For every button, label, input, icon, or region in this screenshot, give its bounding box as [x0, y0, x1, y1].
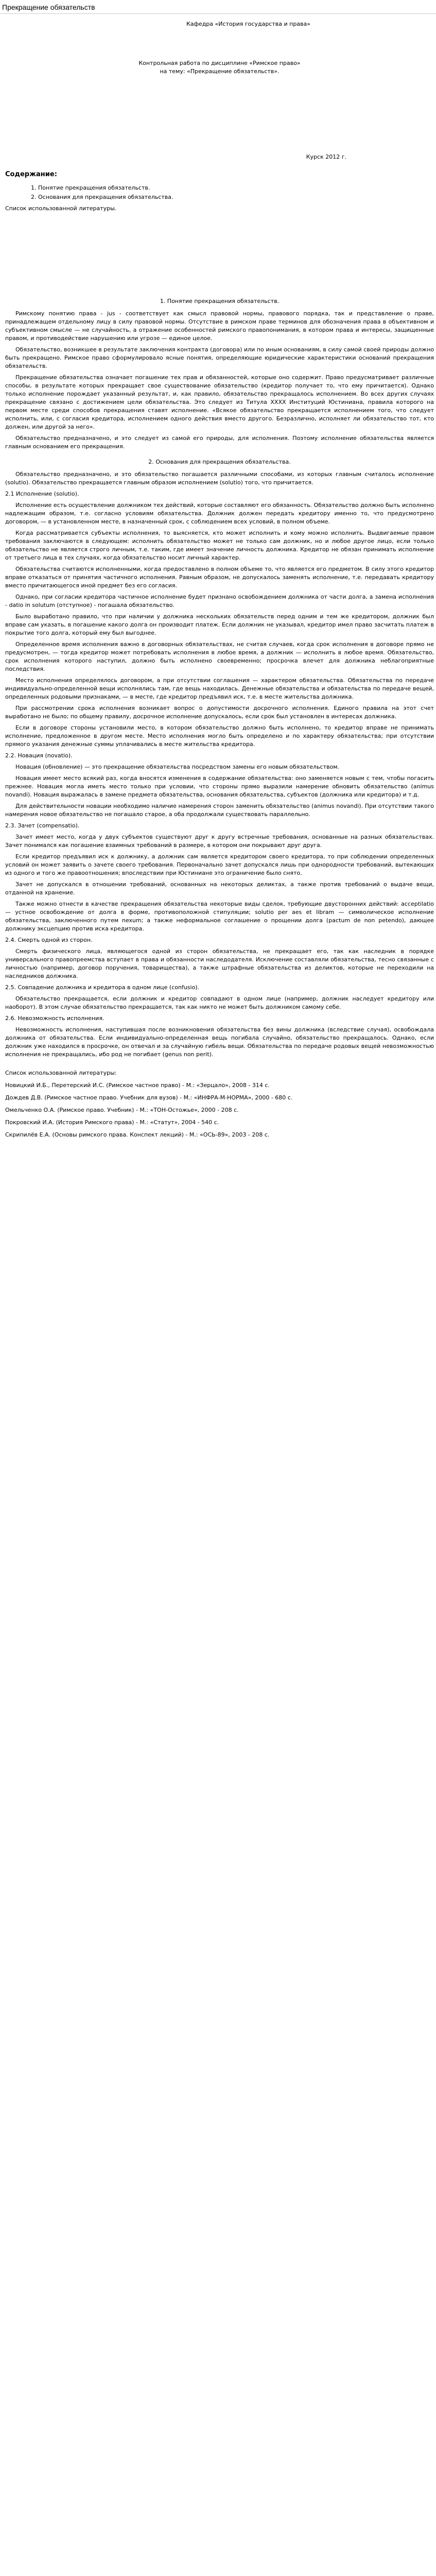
paragraph: Обязательство предназначено, и это следует из самой его природы, для исполнения. Поэтому исполнение обязательства является главным основанием его прекращения. — [5, 435, 434, 450]
paragraph: Место исполнения определялось договором, а при отсутствии соглашения — характером обязательства. Обязательства по передаче индивидуально-определенной вещи исполнялись там, где вещь находилась. Денежные обязательства и обязательства по передаче вещей, определенных родовыми признаками, — в месте, где кредитор предъявил иск, т.е. в месте жительства должника. — [5, 677, 434, 700]
contents-heading: Содержание: — [5, 171, 57, 178]
paragraph: Зачет не допускался в отношении требований, основанных на некоторых деликтах, а также против требований о выдаче вещи, отданной на хранение. — [5, 881, 434, 896]
section2-title: 2. Основания для прекращения обязательства. — [148, 459, 291, 465]
paragraph: Смерть физического лица, являющегося одной из сторон обязательства, не прекращает его, так как наследник в порядке универсального правопреемства вступает в права и обязанности наследодателя. Исключение составляли обязательства, тесно связанные с личностью (например, договор поручения, товарищества), а также штрафные обязательства из деликтов, которые не переходили на наследников должника. — [5, 948, 434, 979]
subheading: 2.2. Новация (novatio). — [5, 752, 73, 759]
reference-item: Новицкий И.Б., Перетерский И.С. (Римское частное право) - М.: «Зерцало», 2008 - 314 с. — [5, 1082, 270, 1089]
work-line-1: Контрольная работа по дисциплине «Римское право» — [138, 60, 301, 66]
page-title: Прекращение обязательств — [0, 0, 436, 14]
paragraph: Исполнение есть осуществление должником тех действий, которые составляют его обязанность. Обязательство должно быть исполнено надлежащим образом, т.е. согласно условиям обязательства. Должник должен передать кредитору именно то, что предусмотрено договором, — в установленном месте, в назначенный срок, с соблюдением всех условий, в полном объеме. — [5, 502, 434, 525]
reference-item: Покровский И.А. (История Римского права) - М.: «Статут», 2004 - 540 с. — [5, 1119, 219, 1126]
work-line-2: на тему: «Прекращение обязательств». — [160, 68, 280, 75]
section2-body — [5, 470, 434, 1059]
reference-item: Скрипилёв Е.А. (Основы римского права. Конспект лекций) - М.: «ОСЬ-89», 2003 - 208 с. — [5, 1131, 270, 1138]
paragraph: Римскому понятию права - jus - соответствует как смысл правовой нормы, правового порядка, так и представление о праве, принадлежащем отдельному лицу в силу правовой нормы. Отсутствие в римском праве терминов для обозначения права в объективном и субъективном смысле — не случайность, а отражение особенностей римского правопонимания, в котором права и интересы, защищенные правом, и противодействие нарушению или угрозе — единое целое. — [5, 310, 434, 342]
subheading: 2.6. Невозможность исполнения. — [5, 1015, 104, 1022]
paragraph: Если кредитор предъявил иск к должнику, а должник сам является кредитором своего кредитора, то при соблюдении определенных условий он может заявить о зачете своего требования. Первоначально зачет допускался лишь при однородности требований, вытекающих из одного и того же правоотношения; впоследствии при Юстиниане это ограничение было снято. — [5, 853, 434, 876]
section1-body — [5, 310, 434, 451]
paragraph: Невозможность исполнения, наступившая после возникновения обязательства без вины должника (вследствие случая), освобождала должника от обязательства. Если индивидуально-определенная вещь погибала случайно, обязательство прекращалось. Однако, если должник уже находился в просрочке, он отвечал и за случайную гибель вещи. Обязательства по передаче родовых вещей невозможностью исполнения не прекращались, ибо род не погибает (genus non perit). — [5, 1026, 434, 1058]
contents-item: 2. Основания для прекращения обязательства. — [31, 194, 173, 200]
reference-item: Дождев Д.В. (Римское частное право. Учебник для вузов) - М.: «ИНФРА-М-НОРМА», 2000 - 680 с. — [5, 1094, 293, 1101]
subheading: 2.1 Исполнение (solutio). — [5, 490, 79, 497]
paragraph: Для действительности новации необходимо наличие намерения сторон заменить обязательство (animus novandi). При отсутствии такого намерения новое обязательство не погашало старое, а оба продолжали существовать параллельно. — [5, 803, 434, 818]
paragraph: Обязательства считаются исполненными, когда предоставлено в полном объеме то, что является его предметом. В силу этого кредитор вправе отказаться от принятия частичного исполнения. Равным образом, не допускалось заменять исполнение, т.е. передавать кредитору вместо причитающегося иной предмет без его согласия. — [5, 566, 434, 589]
document-page — [0, 0, 436, 1145]
paragraph: Новация (обновление) — это прекращение обязательства посредством замены его новым обязательством. — [15, 764, 340, 770]
paragraph: Было выработано правило, что при наличии у должника нескольких обязательств перед одним и тем же кредитором, должник был вправе сам указать, в погашение какого долга он производит платеж. Если должник не указывал, кредитор имел право засчитать платеж в покрытие того долга, который ему был выгоднее. — [5, 613, 434, 636]
paragraph: Также можно отнести в качестве прекращения обязательства некоторые виды сделок, требующие двусторонних действий: acceptilatio — устное освобождение от долга в форме, противоположной стипуляции; solutio per aes et libram — символическое исполнение обязательства, заключенного путем nexum; а также неформальное соглашение о прощении долга (pactum de non petendo), дающее должнику эксцепцию против иска кредитора. — [5, 901, 434, 932]
paragraph: Определенное время исполнения важно в договорных обязательствах, не считая случаев, когда срок исполнения в договоре прямо не предусмотрен, — тогда кредитор может потребовать исполнения в любое время, а должник — исполнить в любое время. Обязательство, срок исполнения которого наступил, должно быть исполнено своевременно; просрочка влечет для должника неблагоприятные последствия. — [5, 641, 434, 672]
subheading: 2.3. Зачет (compensatio). — [5, 822, 80, 829]
paragraph: Прекращение обязательства означает погашение тех прав и обязанностей, которые оно содержит. Право предусматривает различные способы, в результате которых прекращает свое существование обязательство (кредитор получает то, что ему причитается). Однако только исполнение порождает указанный результат, и, как правило, обязательство прекращалось исполнением. Во всех других случаях прекращение связано с достижением цели обязательства. Это следует из Титула XXXX Институций Юстиниана, правила которого на первом месте среди способов прекращения ставят исполнение. «Всякое обязательство прекращается исполнением того, что следует исполнить, или, с согласия кредитора, исполнением одного действия вместо другого. Безразлично, исполняет ли обязательство тот, кто должен, или другой за него». — [5, 374, 434, 430]
subheading: 2.5. Совпадение должника и кредитора в одном лице (confusio). — [5, 984, 200, 991]
reference-item: Омельченко О.А. (Римское право. Учебник) - М.: «ТОН-Остожье», 2000 - 208 с. — [5, 1107, 239, 1113]
references-list — [5, 1081, 434, 1139]
document-body — [0, 14, 436, 1145]
contents-refs-line: Список использованной литературы. — [5, 205, 117, 212]
paragraph: При рассмотрении срока исполнения возникает вопрос о допустимости досрочного исполнения. Единого правила на этот счет выработано не было; по общему правилу, досрочное исполнение допускалось, если срок был установлен в интересах должника. — [5, 705, 434, 720]
paragraph: Однако, при согласии кредитора частичное исполнение будет признано освобождением должника от части долга, а замена исполнения - datio in solutum (отступное) - погашала обязательство. — [5, 594, 434, 608]
course-year: Курск 2012 г. — [306, 154, 346, 160]
contents-list — [31, 184, 434, 201]
contents-item: 1. Понятие прекращения обязательств. — [31, 184, 150, 191]
paragraph: Когда рассматривается субъекты исполнения, то выясняется, кто может исполнить и кому можно исполнить. Выдвигаемые правом требования заключаются в следующем: исполнить обязательство может не только сам должник, но и любое другое лицо, если только обязательство не является строго личным, т.е. таким, где имеет значение личность должника. Кредитор не обязан принимать исполнение от третьего лица в тех случаях, когда обязательство носит личный характер. — [5, 530, 434, 561]
paragraph: Зачет имеет место, когда у двух субъектов существуют друг к другу встречные требования, основанные на разных обязательствах. Зачет понимался как погашение взаимных требований в размере, в котором они покрывают друг друга. — [5, 834, 434, 849]
section1-title: 1. Понятие прекращения обязательств. — [160, 298, 280, 304]
references-heading: Список использованной литературы: — [5, 1070, 117, 1076]
paragraph: Обязательство прекращается, если должник и кредитор совпадают в одном лице (например, должник наследует кредитору или наоборот). В этом случае обязательство прекращается, так как никто не может быть должником самому себе. — [5, 995, 434, 1010]
paragraph: Обязательство, возникшее в результате заключения контракта (договора) или по иным основаниям, в силу самой своей природы должно быть прекращено. Римское право сформулировало ясные понятия, определяющие юридические характеристики оснований прекращения обязательств. — [5, 346, 434, 369]
paragraph: Если в договоре стороны установили место, в котором обязательство должно быть исполнено, то кредитор вправе не принимать исполнение, предложенное в другом месте. Место исполнения могло быть определено и по характеру обязательства; при отсутствии прямого указания денежные суммы уплачивались в месте жительства кредитора. — [5, 724, 434, 748]
paragraph: Обязательство предназначено, и это обязательство погашается различными способами, из которых главным считалось исполнение (solutio). Обязательство прекращается главным образом исполнением (solutio) того, что причитается. — [5, 471, 434, 486]
subheading: 2.4. Смерть одной из сторон. — [5, 937, 93, 943]
paragraph: Новация имеет место всякий раз, когда вносятся изменения в содержание обязательства: оно заменяется новым с тем, чтобы погасить прежнее. Новация могла иметь место только при условии, что стороны прямо выразили намерение обновить обязательство (animus novandi). Новация выражалась в замене предмета обязательства, основания обязательства, субъектов (должника или кредитора) и т.д. — [5, 775, 434, 798]
department-line: Кафедра «История государства и права» — [186, 21, 310, 27]
